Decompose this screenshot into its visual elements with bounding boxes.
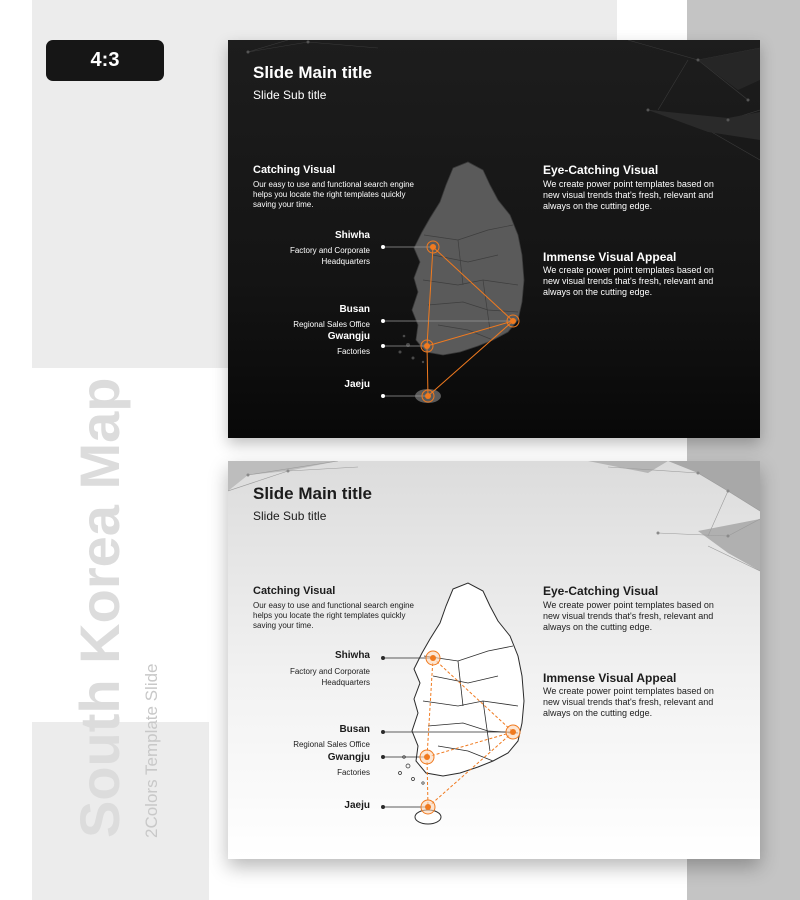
location-name-gwangju: Gwangju (327, 331, 370, 342)
section-heading-catching-visual: Catching Visual (253, 585, 336, 597)
slide-title: Slide Main title (253, 63, 373, 82)
location-name-gwangju: Gwangju (327, 752, 370, 763)
section-body-eye-catching: We create power point templates based on new visual trends that's fresh, relevant and always on the cutting edge. (543, 179, 714, 211)
aspect-ratio-badge: 4:3 (46, 40, 164, 81)
location-desc-gwangju: Factories (337, 347, 370, 356)
section-body-eye-catching: We create power point templates based on new visual trends that's fresh, relevant and always on the cutting edge. (543, 600, 714, 632)
slide-subtitle: Slide Sub title (253, 509, 327, 523)
location-desc-busan: Regional Sales Office (293, 740, 370, 749)
cover-title: South Korea Map (68, 377, 131, 838)
location-name-busan: Busan (339, 724, 370, 735)
location-desc-busan: Regional Sales Office (293, 320, 370, 329)
location-name-shiwha: Shiwha (334, 230, 370, 241)
section-heading-eye-catching: Eye-Catching Visual (543, 584, 659, 598)
location-pin-gwangju (420, 750, 434, 764)
location-name-jaeju: Jaeju (344, 379, 370, 390)
mainland-shape (412, 583, 524, 776)
section-heading-eye-catching: Eye-Catching Visual (543, 163, 659, 177)
slide-light (228, 461, 760, 859)
location-pin-shiwha (426, 651, 440, 665)
slide-title: Slide Main title (253, 484, 373, 503)
location-name-jaeju: Jaeju (344, 800, 370, 811)
location-pin-jaeju (421, 800, 435, 814)
location-name-busan: Busan (339, 304, 370, 315)
slide-dark (228, 40, 760, 438)
location-desc-gwangju: Factories (337, 768, 370, 777)
section-heading-immense-appeal: Immense Visual Appeal (543, 671, 677, 685)
background-strip (617, 0, 687, 40)
section-body-immense-appeal: We create power point templates based on new visual trends that's fresh, relevant and always on the cutting edge. (543, 265, 714, 297)
slide-subtitle: Slide Sub title (253, 88, 327, 102)
location-desc-shiwha: Factory and Corporate Headquarters (289, 246, 370, 266)
section-body-immense-appeal: We create power point templates based on new visual trends that's fresh, relevant and always on the cutting edge. (543, 686, 714, 718)
section-body-catching-visual: Our easy to use and functional search engine helps you locate the right templates quickly saving your time. (253, 601, 414, 630)
location-desc-shiwha: Factory and Corporate Headquarters (289, 667, 370, 687)
cover-subtitle: 2Colors Template Slide (142, 663, 161, 838)
location-pin-busan (506, 725, 520, 739)
location-name-shiwha: Shiwha (334, 650, 370, 661)
section-body-catching-visual: Our easy to use and functional search engine helps you locate the right templates quickly saving your time. (253, 180, 414, 209)
section-heading-catching-visual: Catching Visual (253, 164, 336, 176)
section-heading-immense-appeal: Immense Visual Appeal (543, 250, 677, 264)
